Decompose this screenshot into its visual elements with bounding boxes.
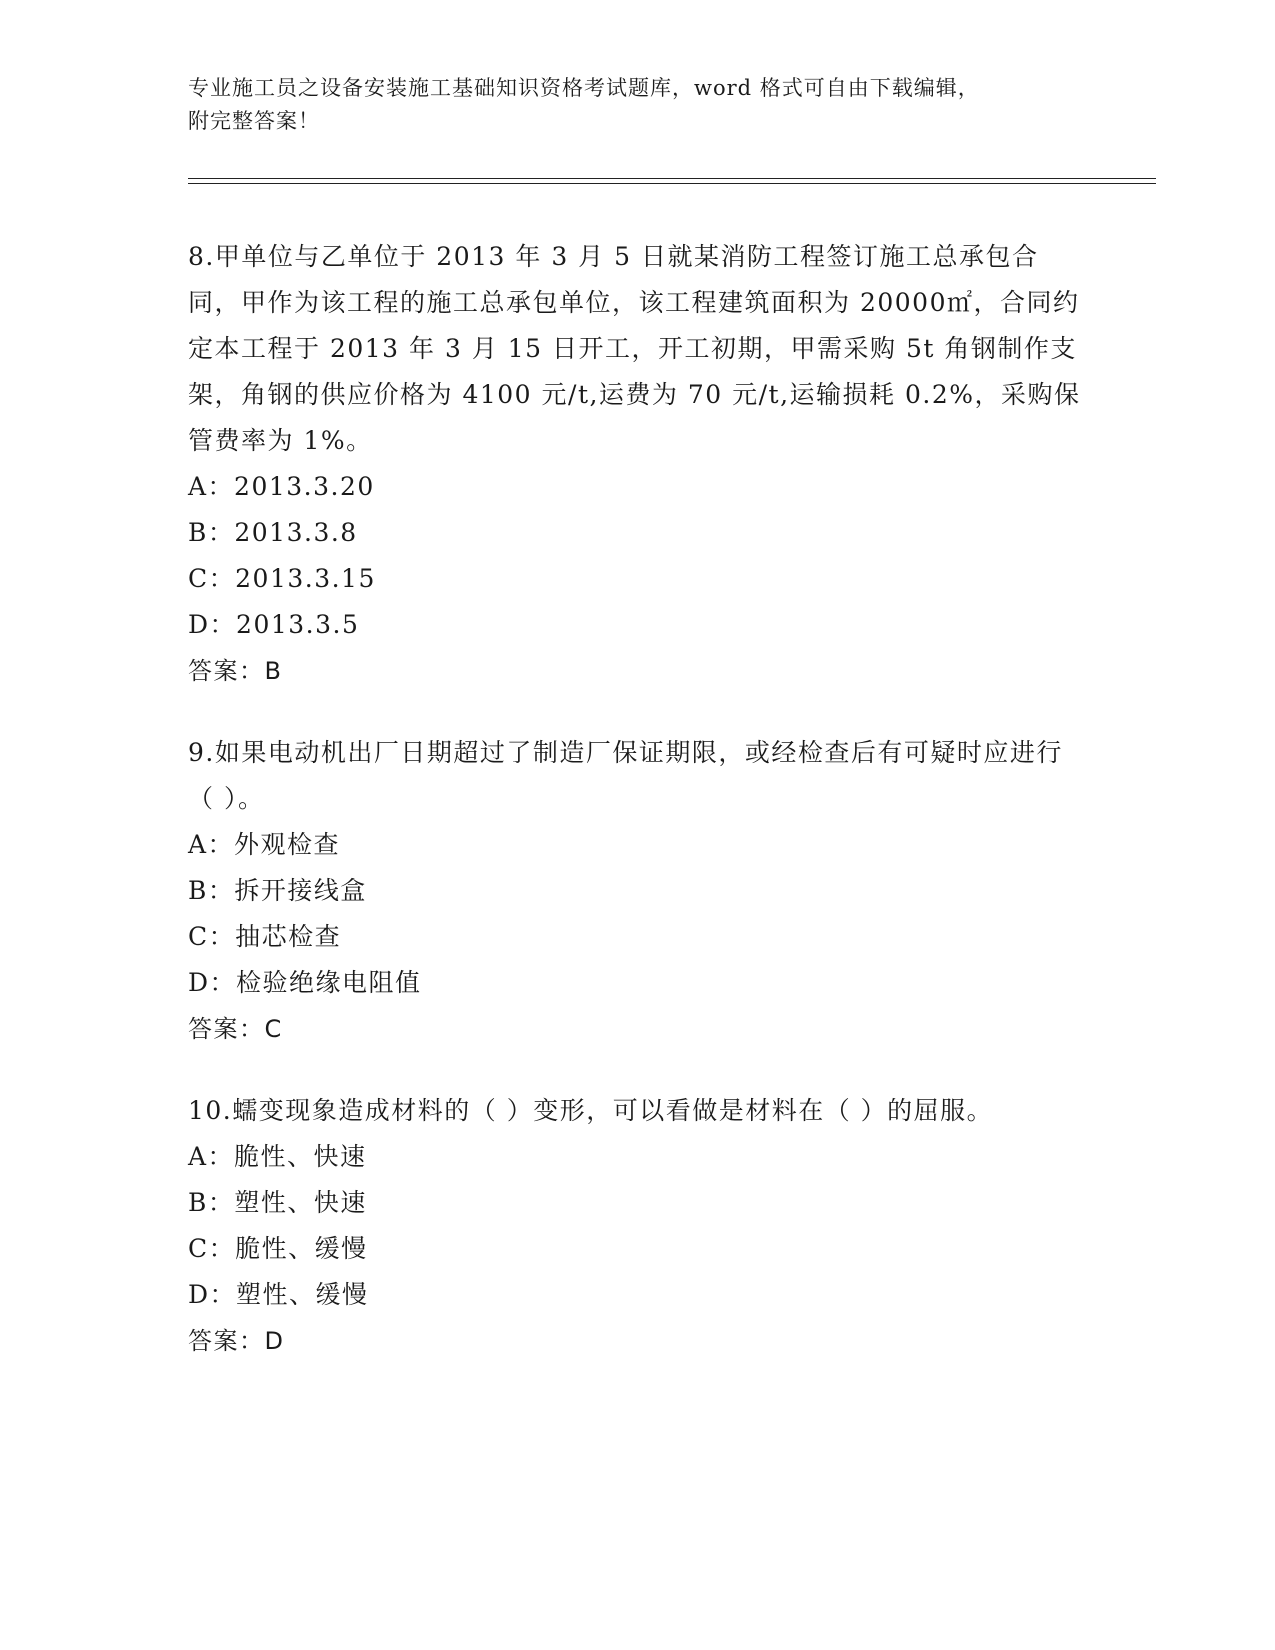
answer: 答案：C: [188, 1015, 283, 1043]
question-stem: 9.如果电动机出厂日期超过了制造厂保证期限，或经检查后有可疑时应进行（ ）。: [188, 738, 1063, 813]
header-line-2: 附完整答案！: [188, 109, 320, 133]
question-list: [188, 234, 1088, 1400]
header-divider-bottom: [188, 183, 1156, 184]
option-b: B：2013.3.8: [188, 518, 358, 547]
question-8: [188, 234, 1088, 694]
answer: 答案：B: [188, 657, 283, 685]
header-divider-top: [188, 178, 1156, 179]
option-c: C：抽芯检查: [188, 922, 342, 951]
option-d: D：检验绝缘电阻值: [188, 968, 422, 997]
option-c: C：脆性、缓慢: [188, 1234, 368, 1263]
option-c: C：2013.3.15: [188, 564, 376, 593]
option-a: A：外观检查: [188, 830, 341, 859]
document-header: [188, 72, 1088, 138]
option-d: D：2013.3.5: [188, 610, 360, 639]
option-a: A：2013.3.20: [188, 472, 375, 501]
question-9: [188, 730, 1088, 1052]
option-b: B：拆开接线盒: [188, 876, 367, 905]
option-d: D：塑性、缓慢: [188, 1280, 369, 1309]
option-b: B：塑性、快速: [188, 1188, 367, 1217]
question-10: [188, 1088, 1088, 1364]
question-stem: 8.甲单位与乙单位于 2013 年 3 月 5 日就某消防工程签订施工总承包合同，甲作为该工程的施工总承包单位，该工程建筑面积为 20000㎡，合同约定本工程于 2013 年 3 月 15 日开工，开工初期，甲需采购 5t 角钢制作支架，角钢的供应价格为 4100 元/t,运费为 70 元/t,运输损耗 0.2%，采购保管费率为 1%。: [188, 242, 1081, 455]
answer: 答案：D: [188, 1327, 285, 1355]
option-a: A：脆性、快速: [188, 1142, 367, 1171]
header-line-1: 专业施工员之设备安装施工基础知识资格考试题库，word 格式可自由下载编辑，: [188, 76, 980, 100]
question-stem: 10.蠕变现象造成材料的（ ）变形，可以看做是材料在（ ）的屈服。: [188, 1096, 994, 1125]
